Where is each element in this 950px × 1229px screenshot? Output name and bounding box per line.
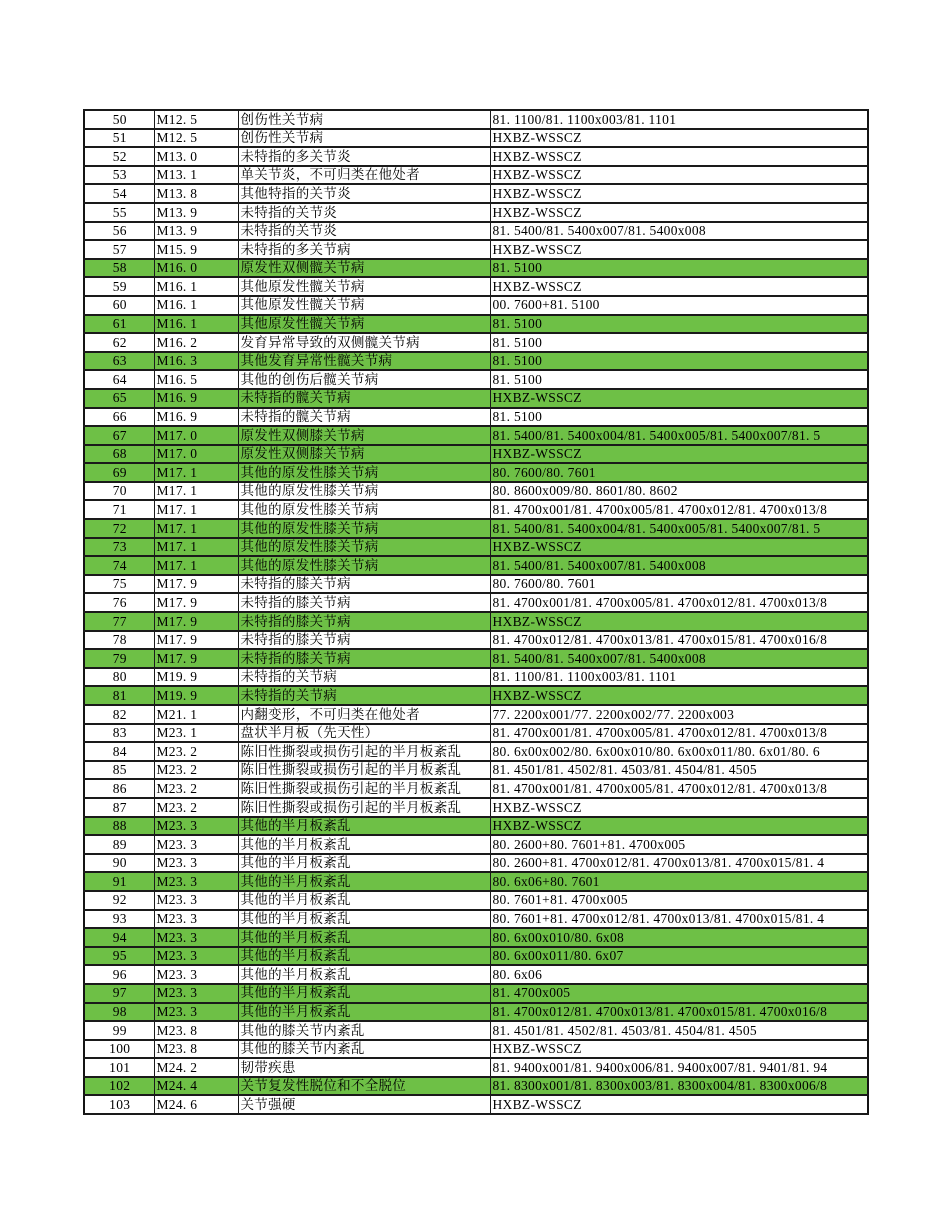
cell-operation-codes[interactable]: HXBZ-WSSCZ [490, 166, 868, 185]
cell-diagnosis-name[interactable]: 其他的半月板紊乱 [238, 947, 490, 966]
table-row [84, 965, 868, 984]
cell-operation-codes[interactable]: 80. 6x00x010/80. 6x08 [490, 928, 868, 947]
cell-operation-codes[interactable]: 81. 5100 [490, 352, 868, 371]
cell-diagnosis-name[interactable]: 陈旧性撕裂或损伤引起的半月板紊乱 [238, 761, 490, 780]
cell-row-number[interactable]: 81 [84, 686, 154, 705]
cell-row-number[interactable]: 75 [84, 575, 154, 594]
table-row [84, 110, 868, 129]
cell-operation-codes[interactable]: 81. 4501/81. 4502/81. 4503/81. 4504/81. 4505 [490, 761, 868, 780]
cell-row-number[interactable]: 86 [84, 779, 154, 798]
table-row [84, 817, 868, 836]
table-row [84, 1058, 868, 1077]
cell-operation-codes[interactable]: HXBZ-WSSCZ [490, 147, 868, 166]
cell-operation-codes[interactable]: 81. 5400/81. 5400x004/81. 5400x005/81. 5400x007/81. 5 [490, 519, 868, 538]
cell-diagnosis-name[interactable]: 内翻变形，不可归类在他处者 [238, 705, 490, 724]
cell-row-number[interactable]: 72 [84, 519, 154, 538]
table-row [84, 724, 868, 743]
cell-row-number[interactable]: 76 [84, 593, 154, 612]
table-body [84, 110, 868, 1114]
cell-icd-code[interactable]: M23. 3 [154, 835, 238, 854]
cell-operation-codes[interactable]: HXBZ-WSSCZ [490, 203, 868, 222]
cell-operation-codes[interactable]: 81. 1100/81. 1100x003/81. 1101 [490, 668, 868, 687]
cell-operation-codes[interactable]: 81. 5100 [490, 370, 868, 389]
cell-diagnosis-name[interactable]: 其他的半月板紊乱 [238, 984, 490, 1003]
cell-icd-code[interactable]: M23. 3 [154, 910, 238, 929]
cell-row-number[interactable]: 83 [84, 724, 154, 743]
cell-icd-code[interactable]: M17. 9 [154, 575, 238, 594]
table-row [84, 631, 868, 650]
cell-operation-codes[interactable]: 81. 5400/81. 5400x007/81. 5400x008 [490, 556, 868, 575]
cell-diagnosis-name[interactable]: 单关节炎，不可归类在他处者 [238, 166, 490, 185]
cell-diagnosis-name[interactable]: 原发性双侧髋关节病 [238, 259, 490, 278]
cell-operation-codes[interactable]: HXBZ-WSSCZ [490, 1040, 868, 1059]
cell-row-number[interactable]: 69 [84, 463, 154, 482]
cell-icd-code[interactable]: M16. 3 [154, 352, 238, 371]
cell-icd-code[interactable]: M19. 9 [154, 668, 238, 687]
table-row [84, 389, 868, 408]
cell-operation-codes[interactable]: 81. 4700x001/81. 4700x005/81. 4700x012/81. 4700x013/8 [490, 593, 868, 612]
table-row [84, 426, 868, 445]
cell-operation-codes[interactable]: 81. 4501/81. 4502/81. 4503/81. 4504/81. 4505 [490, 1021, 868, 1040]
cell-operation-codes[interactable]: HXBZ-WSSCZ [490, 817, 868, 836]
cell-diagnosis-name[interactable]: 其他的半月板紊乱 [238, 928, 490, 947]
table-row [84, 668, 868, 687]
cell-row-number[interactable]: 58 [84, 259, 154, 278]
table-row [84, 947, 868, 966]
cell-operation-codes[interactable]: 81. 4700x012/81. 4700x013/81. 4700x015/81. 4700x016/8 [490, 1003, 868, 1022]
cell-icd-code[interactable]: M17. 1 [154, 500, 238, 519]
cell-diagnosis-name[interactable]: 未特指的膝关节病 [238, 612, 490, 631]
cell-icd-code[interactable]: M23. 3 [154, 965, 238, 984]
cell-diagnosis-name[interactable]: 未特指的多关节病 [238, 240, 490, 259]
cell-icd-code[interactable]: M17. 9 [154, 649, 238, 668]
cell-operation-codes[interactable]: 80. 7600/80. 7601 [490, 575, 868, 594]
cell-icd-code[interactable]: M23. 3 [154, 1003, 238, 1022]
cell-operation-codes[interactable]: 81. 5100 [490, 315, 868, 334]
cell-icd-code[interactable]: M17. 1 [154, 482, 238, 501]
cell-icd-code[interactable]: M23. 2 [154, 761, 238, 780]
cell-row-number[interactable]: 68 [84, 445, 154, 464]
table-row [84, 445, 868, 464]
cell-icd-code[interactable]: M13. 9 [154, 203, 238, 222]
table-row [84, 1077, 868, 1096]
cell-operation-codes[interactable]: HXBZ-WSSCZ [490, 389, 868, 408]
cell-row-number[interactable]: 80 [84, 668, 154, 687]
cell-operation-codes[interactable]: HXBZ-WSSCZ [490, 538, 868, 557]
cell-operation-codes[interactable]: 81. 1100/81. 1100x003/81. 1101 [490, 110, 868, 129]
cell-icd-code[interactable]: M16. 9 [154, 408, 238, 427]
cell-row-number[interactable]: 103 [84, 1095, 154, 1114]
table-row [84, 519, 868, 538]
cell-row-number[interactable]: 73 [84, 538, 154, 557]
cell-diagnosis-name[interactable]: 其他的半月板紊乱 [238, 817, 490, 836]
cell-operation-codes[interactable]: HXBZ-WSSCZ [490, 240, 868, 259]
cell-operation-codes[interactable]: 81. 9400x001/81. 9400x006/81. 9400x007/81. 9401/81. 94 [490, 1058, 868, 1077]
cell-icd-code[interactable]: M23. 3 [154, 817, 238, 836]
cell-icd-code[interactable]: M17. 9 [154, 593, 238, 612]
cell-operation-codes[interactable]: 81. 4700x001/81. 4700x005/81. 4700x012/81. 4700x013/8 [490, 724, 868, 743]
cell-row-number[interactable]: 79 [84, 649, 154, 668]
cell-diagnosis-name[interactable]: 其他的原发性膝关节病 [238, 556, 490, 575]
cell-diagnosis-name[interactable]: 原发性双侧膝关节病 [238, 426, 490, 445]
table-row [84, 184, 868, 203]
cell-row-number[interactable]: 96 [84, 965, 154, 984]
cell-diagnosis-name[interactable]: 发育异常导致的双侧髋关节病 [238, 333, 490, 352]
table-row [84, 1095, 868, 1114]
cell-operation-codes[interactable]: 80. 6x06 [490, 965, 868, 984]
table-row [84, 891, 868, 910]
cell-operation-codes[interactable]: 80. 7601+81. 4700x012/81. 4700x013/81. 4700x015/81. 4 [490, 910, 868, 929]
cell-operation-codes[interactable]: 80. 7600/80. 7601 [490, 463, 868, 482]
table-row [84, 259, 868, 278]
cell-operation-codes[interactable]: HXBZ-WSSCZ [490, 129, 868, 148]
cell-icd-code[interactable]: M17. 0 [154, 426, 238, 445]
cell-row-number[interactable]: 51 [84, 129, 154, 148]
table-row [84, 482, 868, 501]
table-row [84, 872, 868, 891]
cell-row-number[interactable]: 70 [84, 482, 154, 501]
table-row [84, 612, 868, 631]
cell-operation-codes[interactable]: 80. 2600+80. 7601+81. 4700x005 [490, 835, 868, 854]
cell-icd-code[interactable]: M16. 2 [154, 333, 238, 352]
table-row [84, 240, 868, 259]
table-row [84, 928, 868, 947]
table-row [84, 315, 868, 334]
cell-operation-codes[interactable]: 80. 2600+81. 4700x012/81. 4700x013/81. 4700x015/81. 4 [490, 854, 868, 873]
spreadsheet-area [83, 109, 869, 1115]
cell-diagnosis-name[interactable]: 未特指的关节病 [238, 668, 490, 687]
table-row [84, 538, 868, 557]
cell-operation-codes[interactable]: 81. 4700x012/81. 4700x013/81. 4700x015/81. 4700x016/8 [490, 631, 868, 650]
cell-operation-codes[interactable]: 81. 5400/81. 5400x007/81. 5400x008 [490, 649, 868, 668]
cell-diagnosis-name[interactable]: 原发性双侧膝关节病 [238, 445, 490, 464]
cell-icd-code[interactable]: M23. 3 [154, 928, 238, 947]
cell-diagnosis-name[interactable]: 韧带疾患 [238, 1058, 490, 1077]
cell-operation-codes[interactable]: 80. 8600x009/80. 8601/80. 8602 [490, 482, 868, 501]
cell-icd-code[interactable]: M24. 4 [154, 1077, 238, 1096]
cell-diagnosis-name[interactable]: 未特指的膝关节病 [238, 593, 490, 612]
cell-row-number[interactable]: 91 [84, 872, 154, 891]
table-row [84, 1003, 868, 1022]
cell-icd-code[interactable]: M12. 5 [154, 129, 238, 148]
cell-diagnosis-name[interactable]: 其他的半月板紊乱 [238, 1003, 490, 1022]
cell-diagnosis-name[interactable]: 其他的半月板紊乱 [238, 891, 490, 910]
cell-icd-code[interactable]: M13. 8 [154, 184, 238, 203]
cell-icd-code[interactable]: M16. 0 [154, 259, 238, 278]
cell-row-number[interactable]: 61 [84, 315, 154, 334]
cell-row-number[interactable]: 77 [84, 612, 154, 631]
cell-row-number[interactable]: 100 [84, 1040, 154, 1059]
cell-row-number[interactable]: 90 [84, 854, 154, 873]
cell-operation-codes[interactable]: HXBZ-WSSCZ [490, 277, 868, 296]
cell-icd-code[interactable]: M23. 3 [154, 947, 238, 966]
cell-icd-code[interactable]: M17. 1 [154, 519, 238, 538]
table-row [84, 222, 868, 241]
cell-row-number[interactable]: 71 [84, 500, 154, 519]
table-row [84, 370, 868, 389]
table-row [84, 166, 868, 185]
cell-operation-codes[interactable]: 81. 8300x001/81. 8300x003/81. 8300x004/81. 8300x006/8 [490, 1077, 868, 1096]
cell-icd-code[interactable]: M13. 0 [154, 147, 238, 166]
table-row [84, 761, 868, 780]
cell-icd-code[interactable]: M19. 9 [154, 686, 238, 705]
cell-icd-code[interactable]: M23. 2 [154, 779, 238, 798]
cell-row-number[interactable]: 59 [84, 277, 154, 296]
cell-row-number[interactable]: 50 [84, 110, 154, 129]
table-row [84, 203, 868, 222]
cell-diagnosis-name[interactable]: 关节复发性脱位和不全脱位 [238, 1077, 490, 1096]
cell-operation-codes[interactable]: HXBZ-WSSCZ [490, 686, 868, 705]
table-row [84, 575, 868, 594]
cell-operation-codes[interactable]: 77. 2200x001/77. 2200x002/77. 2200x003 [490, 705, 868, 724]
cell-diagnosis-name[interactable]: 未特指的关节炎 [238, 203, 490, 222]
cell-row-number[interactable]: 78 [84, 631, 154, 650]
cell-row-number[interactable]: 54 [84, 184, 154, 203]
cell-diagnosis-name[interactable]: 其他发育异常性髋关节病 [238, 352, 490, 371]
cell-diagnosis-name[interactable]: 其他原发性髋关节病 [238, 315, 490, 334]
cell-icd-code[interactable]: M16. 9 [154, 389, 238, 408]
table-row [84, 910, 868, 929]
cell-operation-codes[interactable]: 81. 5400/81. 5400x007/81. 5400x008 [490, 222, 868, 241]
cell-diagnosis-name[interactable]: 其他的半月板紊乱 [238, 872, 490, 891]
table-row [84, 352, 868, 371]
cell-icd-code[interactable]: M23. 3 [154, 984, 238, 1003]
cell-diagnosis-name[interactable]: 其他的半月板紊乱 [238, 854, 490, 873]
cell-operation-codes[interactable]: 80. 6x00x011/80. 6x07 [490, 947, 868, 966]
cell-icd-code[interactable]: M21. 1 [154, 705, 238, 724]
cell-icd-code[interactable]: M24. 2 [154, 1058, 238, 1077]
cell-icd-code[interactable]: M17. 1 [154, 463, 238, 482]
cell-diagnosis-name[interactable]: 关节强硬 [238, 1095, 490, 1114]
table-row [84, 463, 868, 482]
cell-row-number[interactable]: 56 [84, 222, 154, 241]
cell-row-number[interactable]: 67 [84, 426, 154, 445]
icd-operation-mapping-table [83, 109, 869, 1115]
cell-row-number[interactable]: 63 [84, 352, 154, 371]
cell-icd-code[interactable]: M23. 8 [154, 1040, 238, 1059]
cell-row-number[interactable]: 52 [84, 147, 154, 166]
cell-diagnosis-name[interactable]: 其他的原发性膝关节病 [238, 482, 490, 501]
cell-operation-codes[interactable]: 81. 4700x005 [490, 984, 868, 1003]
cell-diagnosis-name[interactable]: 其他原发性髋关节病 [238, 296, 490, 315]
cell-diagnosis-name[interactable]: 其他的半月板紊乱 [238, 910, 490, 929]
cell-diagnosis-name[interactable]: 其他的膝关节内紊乱 [238, 1021, 490, 1040]
cell-row-number[interactable]: 65 [84, 389, 154, 408]
cell-icd-code[interactable]: M17. 0 [154, 445, 238, 464]
cell-row-number[interactable]: 99 [84, 1021, 154, 1040]
cell-diagnosis-name[interactable]: 其他的原发性膝关节病 [238, 519, 490, 538]
cell-icd-code[interactable]: M12. 5 [154, 110, 238, 129]
table-row [84, 779, 868, 798]
cell-row-number[interactable]: 97 [84, 984, 154, 1003]
table-row [84, 333, 868, 352]
cell-icd-code[interactable]: M23. 3 [154, 891, 238, 910]
cell-operation-codes[interactable]: 81. 5400/81. 5400x004/81. 5400x005/81. 5400x007/81. 5 [490, 426, 868, 445]
cell-operation-codes[interactable]: 81. 4700x001/81. 4700x005/81. 4700x012/81. 4700x013/8 [490, 500, 868, 519]
cell-icd-code[interactable]: M17. 1 [154, 538, 238, 557]
cell-diagnosis-name[interactable]: 陈旧性撕裂或损伤引起的半月板紊乱 [238, 779, 490, 798]
table-row [84, 798, 868, 817]
cell-icd-code[interactable]: M23. 2 [154, 742, 238, 761]
cell-row-number[interactable]: 101 [84, 1058, 154, 1077]
cell-diagnosis-name[interactable]: 未特指的膝关节病 [238, 649, 490, 668]
table-row [84, 129, 868, 148]
cell-diagnosis-name[interactable]: 创伤性关节病 [238, 129, 490, 148]
cell-operation-codes[interactable]: 81. 4700x001/81. 4700x005/81. 4700x012/81. 4700x013/8 [490, 779, 868, 798]
cell-row-number[interactable]: 93 [84, 910, 154, 929]
cell-icd-code[interactable]: M16. 5 [154, 370, 238, 389]
cell-row-number[interactable]: 64 [84, 370, 154, 389]
table-row [84, 556, 868, 575]
cell-icd-code[interactable]: M23. 3 [154, 854, 238, 873]
cell-icd-code[interactable]: M17. 9 [154, 631, 238, 650]
cell-icd-code[interactable]: M23. 2 [154, 798, 238, 817]
cell-diagnosis-name[interactable]: 其他原发性髋关节病 [238, 277, 490, 296]
cell-icd-code[interactable]: M23. 8 [154, 1021, 238, 1040]
cell-operation-codes[interactable]: 81. 5100 [490, 259, 868, 278]
cell-operation-codes[interactable]: 81. 5100 [490, 333, 868, 352]
table-row [84, 649, 868, 668]
cell-diagnosis-name[interactable]: 创伤性关节病 [238, 110, 490, 129]
cell-operation-codes[interactable]: 81. 5100 [490, 408, 868, 427]
cell-row-number[interactable]: 84 [84, 742, 154, 761]
cell-icd-code[interactable]: M15. 9 [154, 240, 238, 259]
cell-diagnosis-name[interactable]: 未特指的髋关节病 [238, 389, 490, 408]
table-row [84, 854, 868, 873]
table-row [84, 296, 868, 315]
cell-row-number[interactable]: 89 [84, 835, 154, 854]
cell-operation-codes[interactable]: 80. 6x00x002/80. 6x00x010/80. 6x00x011/80. 6x01/80. 6 [490, 742, 868, 761]
table-row [84, 1040, 868, 1059]
cell-row-number[interactable]: 60 [84, 296, 154, 315]
cell-row-number[interactable]: 66 [84, 408, 154, 427]
cell-operation-codes[interactable]: HXBZ-WSSCZ [490, 798, 868, 817]
table-row [84, 147, 868, 166]
cell-icd-code[interactable]: M23. 3 [154, 872, 238, 891]
cell-operation-codes[interactable]: 80. 7601+81. 4700x005 [490, 891, 868, 910]
cell-row-number[interactable]: 87 [84, 798, 154, 817]
cell-icd-code[interactable]: M16. 1 [154, 277, 238, 296]
cell-row-number[interactable]: 98 [84, 1003, 154, 1022]
table-row [84, 742, 868, 761]
cell-row-number[interactable]: 53 [84, 166, 154, 185]
cell-row-number[interactable]: 102 [84, 1077, 154, 1096]
cell-diagnosis-name[interactable]: 其他的半月板紊乱 [238, 835, 490, 854]
cell-diagnosis-name[interactable]: 未特指的关节炎 [238, 222, 490, 241]
cell-operation-codes[interactable]: HXBZ-WSSCZ [490, 184, 868, 203]
cell-diagnosis-name[interactable]: 未特指的膝关节病 [238, 575, 490, 594]
cell-icd-code[interactable]: M13. 1 [154, 166, 238, 185]
cell-icd-code[interactable]: M23. 1 [154, 724, 238, 743]
table-row [84, 593, 868, 612]
cell-row-number[interactable]: 85 [84, 761, 154, 780]
cell-icd-code[interactable]: M24. 6 [154, 1095, 238, 1114]
cell-icd-code[interactable]: M17. 9 [154, 612, 238, 631]
cell-diagnosis-name[interactable]: 盘状半月板（先天性） [238, 724, 490, 743]
cell-diagnosis-name[interactable]: 陈旧性撕裂或损伤引起的半月板紊乱 [238, 798, 490, 817]
cell-diagnosis-name[interactable]: 未特指的膝关节病 [238, 631, 490, 650]
table-row [84, 686, 868, 705]
cell-operation-codes[interactable]: HXBZ-WSSCZ [490, 445, 868, 464]
cell-diagnosis-name[interactable]: 陈旧性撕裂或损伤引起的半月板紊乱 [238, 742, 490, 761]
table-row [84, 984, 868, 1003]
cell-diagnosis-name[interactable]: 其他特指的关节炎 [238, 184, 490, 203]
cell-diagnosis-name[interactable]: 其他的半月板紊乱 [238, 965, 490, 984]
cell-row-number[interactable]: 92 [84, 891, 154, 910]
cell-row-number[interactable]: 74 [84, 556, 154, 575]
cell-row-number[interactable]: 57 [84, 240, 154, 259]
cell-operation-codes[interactable]: 00. 7600+81. 5100 [490, 296, 868, 315]
cell-diagnosis-name[interactable]: 其他的原发性膝关节病 [238, 463, 490, 482]
cell-diagnosis-name[interactable]: 未特指的多关节炎 [238, 147, 490, 166]
cell-row-number[interactable]: 62 [84, 333, 154, 352]
cell-diagnosis-name[interactable]: 其他的原发性膝关节病 [238, 500, 490, 519]
table-row [84, 408, 868, 427]
table-row [84, 500, 868, 519]
cell-diagnosis-name[interactable]: 其他的膝关节内紊乱 [238, 1040, 490, 1059]
cell-operation-codes[interactable]: HXBZ-WSSCZ [490, 1095, 868, 1114]
cell-diagnosis-name[interactable]: 未特指的髋关节病 [238, 408, 490, 427]
cell-operation-codes[interactable]: 80. 6x06+80. 7601 [490, 872, 868, 891]
table-row [84, 705, 868, 724]
cell-diagnosis-name[interactable]: 其他的原发性膝关节病 [238, 538, 490, 557]
cell-diagnosis-name[interactable]: 未特指的关节病 [238, 686, 490, 705]
cell-row-number[interactable]: 82 [84, 705, 154, 724]
cell-row-number[interactable]: 95 [84, 947, 154, 966]
cell-icd-code[interactable]: M17. 1 [154, 556, 238, 575]
cell-row-number[interactable]: 55 [84, 203, 154, 222]
cell-diagnosis-name[interactable]: 其他的创伤后髋关节病 [238, 370, 490, 389]
cell-row-number[interactable]: 88 [84, 817, 154, 836]
cell-row-number[interactable]: 94 [84, 928, 154, 947]
table-row [84, 1021, 868, 1040]
cell-icd-code[interactable]: M16. 1 [154, 296, 238, 315]
cell-operation-codes[interactable]: HXBZ-WSSCZ [490, 612, 868, 631]
cell-icd-code[interactable]: M16. 1 [154, 315, 238, 334]
table-row [84, 277, 868, 296]
cell-icd-code[interactable]: M13. 9 [154, 222, 238, 241]
table-row [84, 835, 868, 854]
